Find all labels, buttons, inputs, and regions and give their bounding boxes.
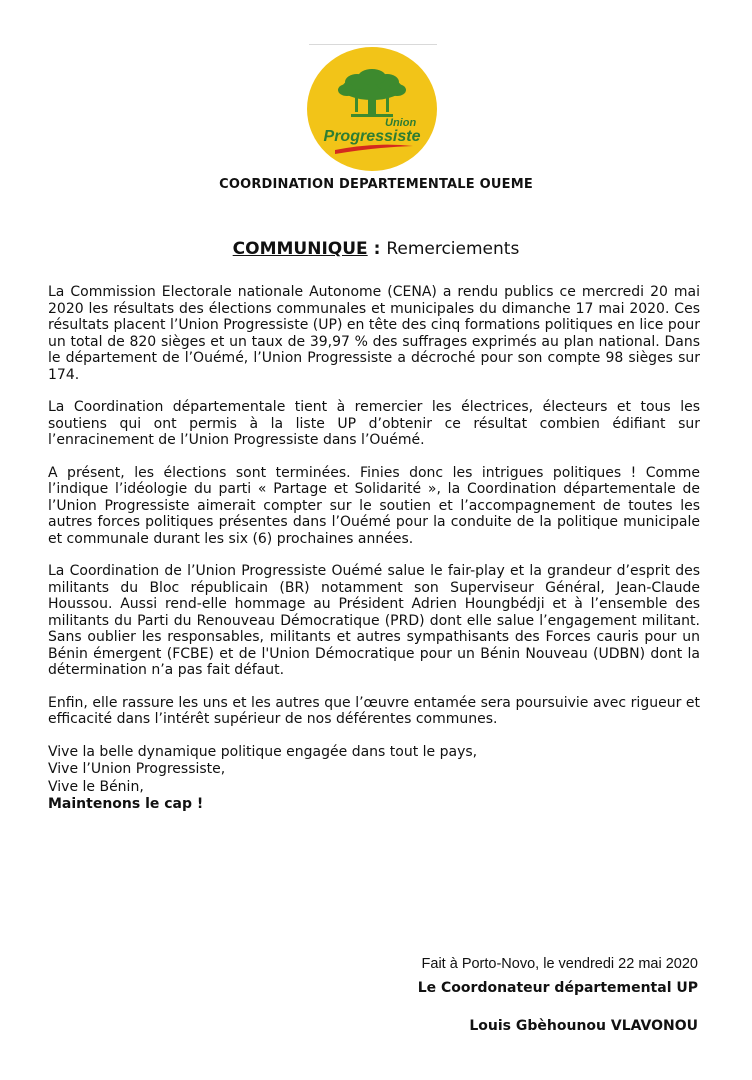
paragraph-fair-play: La Coordination de l’Union Progressiste Ouémé salue le fair-play et la grandeur d’esprit des militants du Bloc républicain (BR) notamment son Superviseur Général, Jean-Claude Houssou. Aussi rend-elle hommage au Président Adrien Houngbédji et à l’ensemble des militants du Parti du Renouveau Démocratique (PRD) dont elle salue l’engagement militant. Sans oublier les responsables, militants et autres sympathisants des Forces cauris pour un Bénin émergent (FCBE) et de l'Union Démocratique pour un Bénin Nouveau (UDBN) dont la détermination n’a pas fait défaut.: [48, 563, 700, 678]
signatory-name: Louis Gbèhounou VLAVONOU: [469, 1018, 698, 1034]
paragraph-thanks: La Coordination départementale tient à remercier les électrices, électeurs et tous les soutiens qui ont permis à la liste UP d’obtenir ce résultat combien édifiant sur l’enracinement de l’Union Progressiste dans l’Ouémé.: [48, 399, 700, 448]
communique-body: [48, 284, 700, 814]
paragraph-reassurance: Enfin, elle rassure les uns et les autres que l’œuvre entamée sera poursuivie avec rigueur et efficacité dans l’intérêt supérieur de nos déférentes communes.: [48, 694, 700, 727]
logo-text-union: Union: [385, 117, 417, 129]
heading-separator: :: [367, 239, 387, 259]
place-date: Fait à Porto-Novo, le vendredi 22 mai 2020: [421, 956, 698, 972]
coordination-title: COORDINATION DEPARTEMENTALE OUEME: [219, 177, 533, 192]
closing-line: Vive la belle dynamique politique engagée dans tout le pays,: [48, 743, 478, 760]
paragraph-results: La Commission Electorale nationale Autonome (CENA) a rendu publics ce mercredi 20 mai 2020 les résultats des élections communales et municipales du dimanche 17 mai 2020. Ces résultats placent l’Union Progressiste (UP) en tête des cinq formations politiques en lice pour un total de 820 sièges et un taux de 39,97 % des suffrages exprimés au plan national. Dans le département de l’Ouémé, l’Union Progressiste a décroché pour son compte 98 sièges sur 174.: [48, 284, 700, 383]
communique-heading: [0, 239, 752, 259]
closing-line: Vive le Bénin,: [48, 778, 144, 795]
closing-lines: [48, 744, 700, 814]
signatory-role: Le Coordonateur départemental UP: [417, 980, 698, 996]
union-progressiste-logo: [305, 46, 439, 172]
closing-line: Vive l’Union Progressiste,: [48, 761, 226, 777]
logo-text-progressiste: Progressiste: [323, 128, 421, 145]
motto: Maintenons le cap !: [48, 796, 204, 812]
top-divider: [309, 44, 437, 45]
party-logo: [305, 46, 439, 172]
paragraph-elections-over: A présent, les élections sont terminées. Finies donc les intrigues politiques ! Comme l’indique l’idéologie du parti « Partage et Solidarité », la Coordination départementale de l’Union Progressiste aimerait compter sur le soutien et l’accompagnement de toutes les autres forces politiques présentes dans l’Ouémé pour la conduite de la politique municipale et communale durant les six (6) prochaines années.: [48, 464, 700, 547]
heading-subject: Remerciements: [386, 239, 520, 259]
heading-keyword: COMMUNIQUE: [232, 239, 368, 259]
